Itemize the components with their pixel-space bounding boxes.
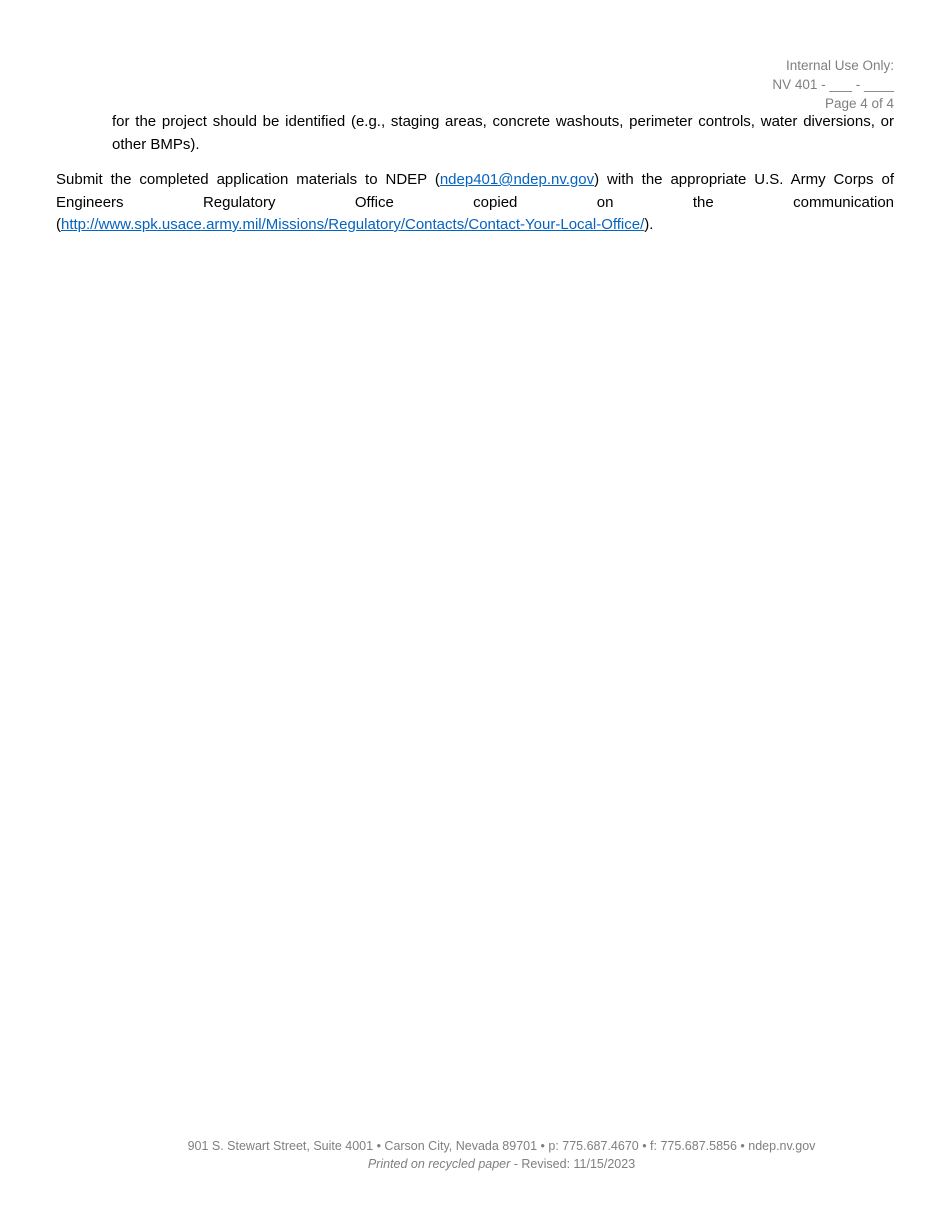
page-footer bbox=[0, 1138, 950, 1173]
submit-line-2: Engineers Regulatory Office copied on the communication bbox=[56, 193, 894, 211]
page-header bbox=[772, 56, 894, 113]
footer-print-note bbox=[0, 1156, 950, 1174]
page-number: Page 4 of 4 bbox=[824, 96, 894, 111]
footer-address: 901 S. Stewart Street, Suite 4001 • Carson City, Nevada 89701 • p: 775.687.4670 • f: 775.687.5856 • ndep.nv.gov bbox=[187, 1139, 816, 1153]
internal-use-label: Internal Use Only: bbox=[785, 58, 894, 73]
open-paren: ( bbox=[56, 216, 61, 233]
ndep-email-link[interactable]: ndep401@ndep.nv.gov bbox=[439, 171, 595, 188]
usace-office-link[interactable]: http://www.spk.usace.army.mil/Missions/Regulatory/Contacts/Contact-Your-Local-Office/ bbox=[61, 216, 645, 233]
continued-paragraph bbox=[112, 111, 894, 156]
closing-paren: ). bbox=[644, 216, 654, 233]
recycled-paper-note: Printed on recycled paper bbox=[367, 1156, 511, 1171]
submit-line-1 bbox=[56, 169, 894, 192]
submit-prefix: Submit the completed application materials to NDEP ( bbox=[56, 171, 440, 188]
revised-date: - Revised: 11/15/2023 bbox=[510, 1156, 636, 1171]
tracking-number: NV 401 - ___ - ____ bbox=[772, 77, 894, 92]
submit-after-email: ) with the appropriate U.S. Army Corps of bbox=[594, 171, 894, 188]
submit-instructions-paragraph bbox=[56, 169, 894, 237]
continued-paragraph-text: for the project should be identified (e.g., staging areas, concrete washouts, perimeter controls, water diversions, or other BMPs). bbox=[112, 113, 894, 153]
submit-line-3 bbox=[56, 216, 653, 233]
